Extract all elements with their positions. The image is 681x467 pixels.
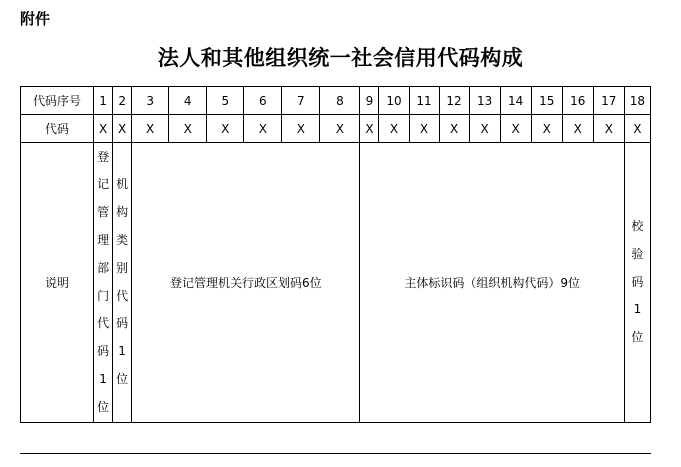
code-cell: X	[169, 115, 207, 143]
code-cell: X	[409, 115, 439, 143]
seq-cell: 9	[360, 87, 379, 115]
code-cell: X	[531, 115, 562, 143]
seq-cell: 1	[94, 87, 113, 115]
page-title: 法人和其他组织统一社会信用代码构成	[157, 46, 524, 70]
seq-cell: 14	[500, 87, 531, 115]
seq-cell: 15	[531, 87, 562, 115]
sequence-row	[21, 87, 651, 115]
bottom-divider	[20, 453, 651, 454]
code-row	[21, 115, 651, 143]
org-type-text: 机构类别代码1位	[116, 177, 129, 386]
seq-cell: 4	[169, 87, 207, 115]
seq-cell: 18	[624, 87, 650, 115]
org-type-description	[113, 143, 132, 423]
code-cell: X	[624, 115, 650, 143]
reg-dept-description	[94, 143, 113, 423]
code-cell: X	[207, 115, 244, 143]
code-structure-table	[20, 86, 651, 423]
code-label: 代码	[21, 115, 94, 143]
code-cell: X	[562, 115, 593, 143]
description-row	[21, 143, 651, 423]
code-cell: X	[360, 115, 379, 143]
sequence-label: 代码序号	[21, 87, 94, 115]
code-cell: X	[439, 115, 469, 143]
seq-cell: 16	[562, 87, 593, 115]
code-cell: X	[94, 115, 113, 143]
seq-cell: 13	[469, 87, 500, 115]
code-cell: X	[593, 115, 624, 143]
code-cell: X	[282, 115, 320, 143]
code-cell: X	[469, 115, 500, 143]
seq-cell: 6	[244, 87, 282, 115]
subject-description: 主体标识码（组织机构代码）9位	[360, 143, 624, 423]
reg-dept-text: 登记管理部门代码1位	[97, 149, 110, 414]
attachment-label: 附件	[20, 10, 51, 28]
check-text: 校验码1位	[631, 219, 644, 345]
description-label: 说明	[21, 143, 94, 423]
code-cell: X	[379, 115, 409, 143]
seq-cell: 8	[320, 87, 360, 115]
check-description	[624, 143, 650, 423]
seq-cell: 2	[113, 87, 132, 115]
code-cell: X	[320, 115, 360, 143]
seq-cell: 11	[409, 87, 439, 115]
code-cell: X	[500, 115, 531, 143]
seq-cell: 17	[593, 87, 624, 115]
code-cell: X	[113, 115, 132, 143]
seq-cell: 5	[207, 87, 244, 115]
seq-cell: 3	[132, 87, 169, 115]
region-description: 登记管理机关行政区划码6位	[132, 143, 360, 423]
code-cell: X	[132, 115, 169, 143]
seq-cell: 7	[282, 87, 320, 115]
seq-cell: 12	[439, 87, 469, 115]
code-cell: X	[244, 115, 282, 143]
seq-cell: 10	[379, 87, 409, 115]
